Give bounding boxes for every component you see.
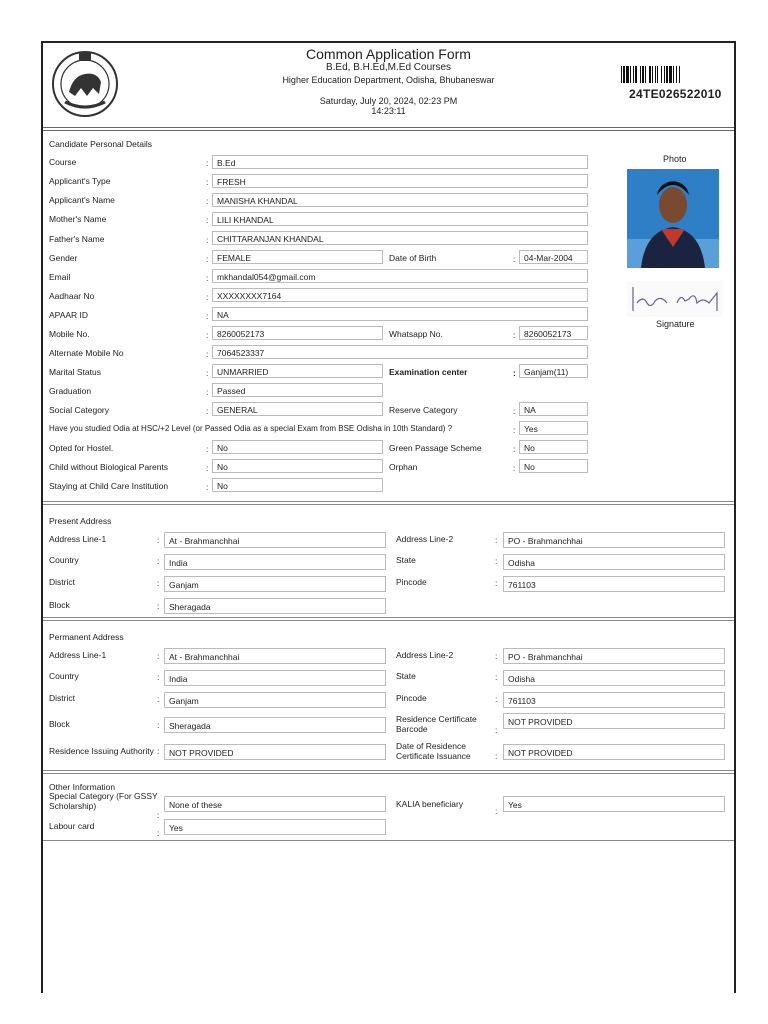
- colon: :: [157, 746, 160, 756]
- colon: :: [206, 368, 209, 378]
- block-field: Sheragada: [164, 717, 386, 733]
- colon: :: [157, 601, 160, 611]
- colon: :: [513, 425, 516, 435]
- special-category-field: None of these: [164, 796, 386, 812]
- labour-card-field: Yes: [164, 819, 386, 835]
- labour-card-label: Labour card: [49, 821, 95, 831]
- country-field: India: [164, 670, 386, 686]
- child-without-parents-field: No: [212, 459, 383, 473]
- colon: :: [157, 810, 160, 820]
- address-line2-label: Address Line-2: [396, 534, 454, 544]
- section-title: Present Address: [49, 516, 112, 526]
- child-care-label: Staying at Child Care Institution: [49, 481, 169, 491]
- pincode-label: Pincode: [396, 693, 427, 703]
- country-label: Country: [49, 555, 79, 565]
- father-name-field: CHITTARANJAN KHANDAL: [212, 231, 588, 245]
- district-field: Ganjam: [164, 692, 386, 708]
- dob-field: 04-Mar-2004: [519, 250, 588, 264]
- colon: :: [157, 720, 160, 730]
- barcode-icon: [621, 66, 727, 83]
- course-field: B.Ed: [212, 155, 588, 169]
- colon: :: [206, 349, 209, 359]
- permanent-address-section: [43, 623, 734, 774]
- colon: :: [495, 672, 498, 682]
- address-line1-field: At - Brahmanchhai: [164, 648, 386, 664]
- colon: :: [206, 292, 209, 302]
- applicant-photo: [627, 169, 719, 268]
- social-category-field: GENERAL: [212, 402, 383, 416]
- mobile-field: 8260052173: [212, 326, 383, 340]
- colon: :: [206, 444, 209, 454]
- mobile-label: Mobile No.: [49, 329, 90, 339]
- state-label: State: [396, 671, 416, 681]
- application-id: 24TE026522010: [629, 87, 722, 101]
- alt-mobile-field: 7064523337: [212, 345, 588, 359]
- residence-certificate-label: Residence Certificate Barcode: [396, 714, 477, 734]
- dob-label: Date of Birth: [389, 253, 437, 263]
- whatsapp-field: 8260052173: [519, 326, 588, 340]
- colon: :: [157, 828, 160, 838]
- colon: :: [157, 672, 160, 682]
- print-time: 14:23:11: [371, 106, 406, 116]
- colon: :: [513, 463, 516, 473]
- colon: :: [513, 406, 516, 416]
- odia-field: Yes: [519, 421, 588, 435]
- colon: :: [157, 651, 160, 661]
- pincode-label: Pincode: [396, 577, 427, 587]
- print-date: Saturday, July 20, 2024, 02:23 PM: [319, 96, 458, 106]
- colon: :: [206, 235, 209, 245]
- application-form: [41, 41, 736, 993]
- section-title: Candidate Personal Details: [49, 139, 153, 149]
- odia-question-label: Have you studied Odia at HSC/+2 Level (or Passed Odia as a special Exam from BSE Odisha in 10th Standard) ?: [49, 424, 453, 433]
- gender-label: Gender: [49, 253, 78, 263]
- reserve-category-field: NA: [519, 402, 588, 416]
- course-label: Course: [49, 157, 77, 167]
- green-passage-field: No: [519, 440, 588, 454]
- colon: :: [206, 158, 209, 168]
- residence-date-field: NOT PROVIDED: [503, 744, 725, 760]
- block-label: Block: [49, 600, 70, 610]
- address-line2-field: PO - Brahmanchhai: [503, 648, 725, 664]
- colon: :: [206, 463, 209, 473]
- residence-date-label: Date of Residence Certificate Issuance: [396, 741, 471, 761]
- colon: :: [495, 556, 498, 566]
- colon: :: [206, 215, 209, 225]
- address-line1-field: At - Brahmanchhai: [164, 532, 386, 548]
- orphan-field: No: [519, 459, 588, 473]
- colon: :: [495, 535, 498, 545]
- applicant-type-label: Applicant's Type: [49, 176, 111, 186]
- applicant-name-label: Applicant's Name: [49, 195, 115, 205]
- state-label: State: [396, 555, 416, 565]
- colon: :: [157, 578, 160, 588]
- colon: :: [206, 311, 209, 321]
- department-name: Higher Education Department, Odisha, Bhubaneswar: [282, 75, 495, 85]
- child-care-field: No: [212, 478, 383, 492]
- colon: :: [206, 482, 209, 492]
- email-label: Email: [49, 272, 71, 282]
- signature-label: Signature: [656, 319, 695, 329]
- colon: :: [206, 330, 209, 340]
- form-header: [43, 43, 734, 131]
- block-label: Block: [49, 719, 70, 729]
- colon: :: [206, 273, 209, 283]
- residence-certificate-field: NOT PROVIDED: [503, 713, 725, 729]
- colon: :: [206, 254, 209, 264]
- residence-authority-label: Residence Issuing Authority: [49, 746, 154, 756]
- country-field: India: [164, 554, 386, 570]
- mother-name-field: LILI KHANDAL: [212, 212, 588, 226]
- colon: :: [513, 330, 516, 340]
- exam-center-label: Examination center: [389, 367, 468, 377]
- block-field: Sheragada: [164, 598, 386, 614]
- colon: :: [206, 177, 209, 187]
- mother-name-label: Mother's Name: [49, 214, 107, 224]
- email-field: mkhandal054@gmail.com: [212, 269, 588, 283]
- reserve-category-label: Reserve Category: [389, 405, 458, 415]
- special-category-label: Special Category (For GSSY Scholarship): [49, 791, 158, 811]
- graduation-label: Graduation: [49, 386, 92, 396]
- colon: :: [157, 556, 160, 566]
- aadhaar-field: XXXXXXXX7164: [212, 288, 588, 302]
- address-line1-label: Address Line-1: [49, 534, 107, 544]
- hostel-field: No: [212, 440, 383, 454]
- colon: :: [157, 535, 160, 545]
- green-passage-label: Green Passage Scheme: [389, 443, 482, 453]
- colon: :: [495, 806, 498, 816]
- address-line2-label: Address Line-2: [396, 650, 454, 660]
- apaar-label: APAAR ID: [49, 310, 89, 320]
- colon: :: [495, 578, 498, 588]
- colon: :: [206, 196, 209, 206]
- colon: :: [513, 254, 516, 264]
- applicant-type-field: FRESH: [212, 174, 588, 188]
- country-label: Country: [49, 671, 79, 681]
- orphan-label: Orphan: [389, 462, 418, 472]
- colon: :: [157, 694, 160, 704]
- present-address-section: [43, 507, 734, 621]
- residence-authority-field: NOT PROVIDED: [164, 744, 386, 760]
- address-line2-field: PO - Brahmanchhai: [503, 532, 725, 548]
- district-label: District: [49, 693, 75, 703]
- colon: :: [206, 406, 209, 416]
- colon: :: [513, 368, 516, 378]
- social-category-label: Social Category: [49, 405, 110, 415]
- exam-center-field: Ganjam(11): [519, 364, 588, 378]
- form-subtitle: B.Ed, B.H.Ed,M.Ed Courses: [325, 62, 452, 73]
- colon: :: [206, 387, 209, 397]
- whatsapp-label: Whatsapp No.: [389, 329, 443, 339]
- colon: :: [495, 651, 498, 661]
- form-title: Common Application Form: [306, 46, 471, 62]
- graduation-field: Passed: [212, 383, 383, 397]
- hostel-label: Opted for Hostel.: [49, 443, 114, 453]
- marital-label: Marital Status: [49, 367, 101, 377]
- kalia-field: Yes: [503, 796, 725, 812]
- colon: :: [495, 751, 498, 761]
- colon: :: [513, 444, 516, 454]
- marital-field: UNMARRIED: [212, 364, 383, 378]
- pincode-field: 761103: [503, 576, 725, 592]
- colon: :: [495, 694, 498, 704]
- pincode-field: 761103: [503, 692, 725, 708]
- applicant-name-field: MANISHA KHANDAL: [212, 193, 588, 207]
- alt-mobile-label: Alternate Mobile No: [49, 348, 124, 358]
- address-line1-label: Address Line-1: [49, 650, 107, 660]
- state-field: Odisha: [503, 554, 725, 570]
- gender-field: FEMALE: [212, 250, 383, 264]
- district-field: Ganjam: [164, 576, 386, 592]
- other-information-section: [43, 776, 734, 841]
- state-field: Odisha: [503, 670, 725, 686]
- photo-label: Photo: [663, 154, 687, 164]
- district-label: District: [49, 577, 75, 587]
- aadhaar-label: Aadhaar No: [49, 291, 95, 301]
- section-title: Other Information: [49, 782, 116, 792]
- colon: :: [495, 725, 498, 735]
- father-name-label: Father's Name: [49, 234, 105, 244]
- child-without-parents-label: Child without Biological Parents: [49, 462, 169, 472]
- kalia-label: KALIA beneficiary: [396, 799, 464, 809]
- apaar-field: NA: [212, 307, 588, 321]
- section-title: Permanent Address: [49, 632, 124, 642]
- signature-image: [627, 281, 723, 317]
